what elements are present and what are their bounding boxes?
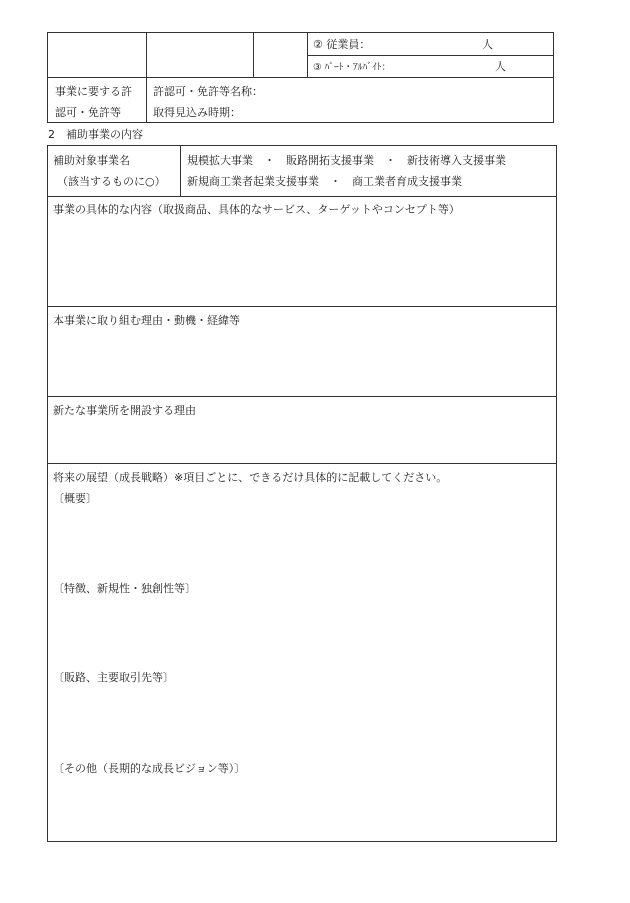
main-table-divider [47,306,557,307]
permit-timing-label: 取得見込み時期： [153,106,241,119]
section-heading: 2 補助事業の内容 [48,128,143,141]
future-other-label: 〔その他（長期的な成長ビジョン等）〕 [53,762,246,775]
office-reason-label: 新たな事業所を開設する理由 [53,404,196,417]
target-options: 新規商工業者起業支援事業 ・ 商工業者育成支援事業 [187,175,462,188]
target-options: 規模拡大事業 ・ 販路開拓支援事業 ・ 新技術導入支援事業 [187,154,506,167]
permit-label: 認可・免許等 [55,106,121,119]
future-features-label: 〔特徴、新規性・独創性等〕 [53,582,196,595]
target-label: （該当するものに○） [57,175,166,188]
top-table-divider [47,77,554,78]
top-table-divider [307,55,554,56]
main-table-divider [47,396,557,397]
main-table-divider [47,196,557,197]
main-table [47,145,557,842]
permit-label: 事業に要する許 [55,85,132,98]
future-channels-label: 〔販路、主要取引先等〕 [53,671,174,684]
details-label: 事業の具体的な内容（取扱商品、具体的なサービス、ターゲットやコンセプト等） [53,203,460,216]
main-table-divider [47,463,557,464]
target-label: 補助対象事業名 [53,154,130,167]
top-table-divider [253,32,254,77]
reason-label: 本事業に取り組む理由・動機・経緯等 [53,314,240,327]
top-table-divider [146,77,147,123]
parttime-unit: 人 [495,60,506,73]
parttime-label: ③ ﾊﾟｰﾄ・ｱﾙﾊﾞｲﾄ： [313,62,392,73]
employees-label: ② 従業員： [313,38,371,51]
employees-unit: 人 [482,38,493,51]
top-table-divider [146,32,147,77]
future-label: 将来の展望（成長戦略）※項目ごとに、できるだけ具体的に記載してください。 [53,471,448,484]
future-overview-label: 〔概要〕 [53,492,97,505]
main-table-divider [180,145,181,196]
permit-name-label: 許認可・免許等名称： [153,85,263,98]
